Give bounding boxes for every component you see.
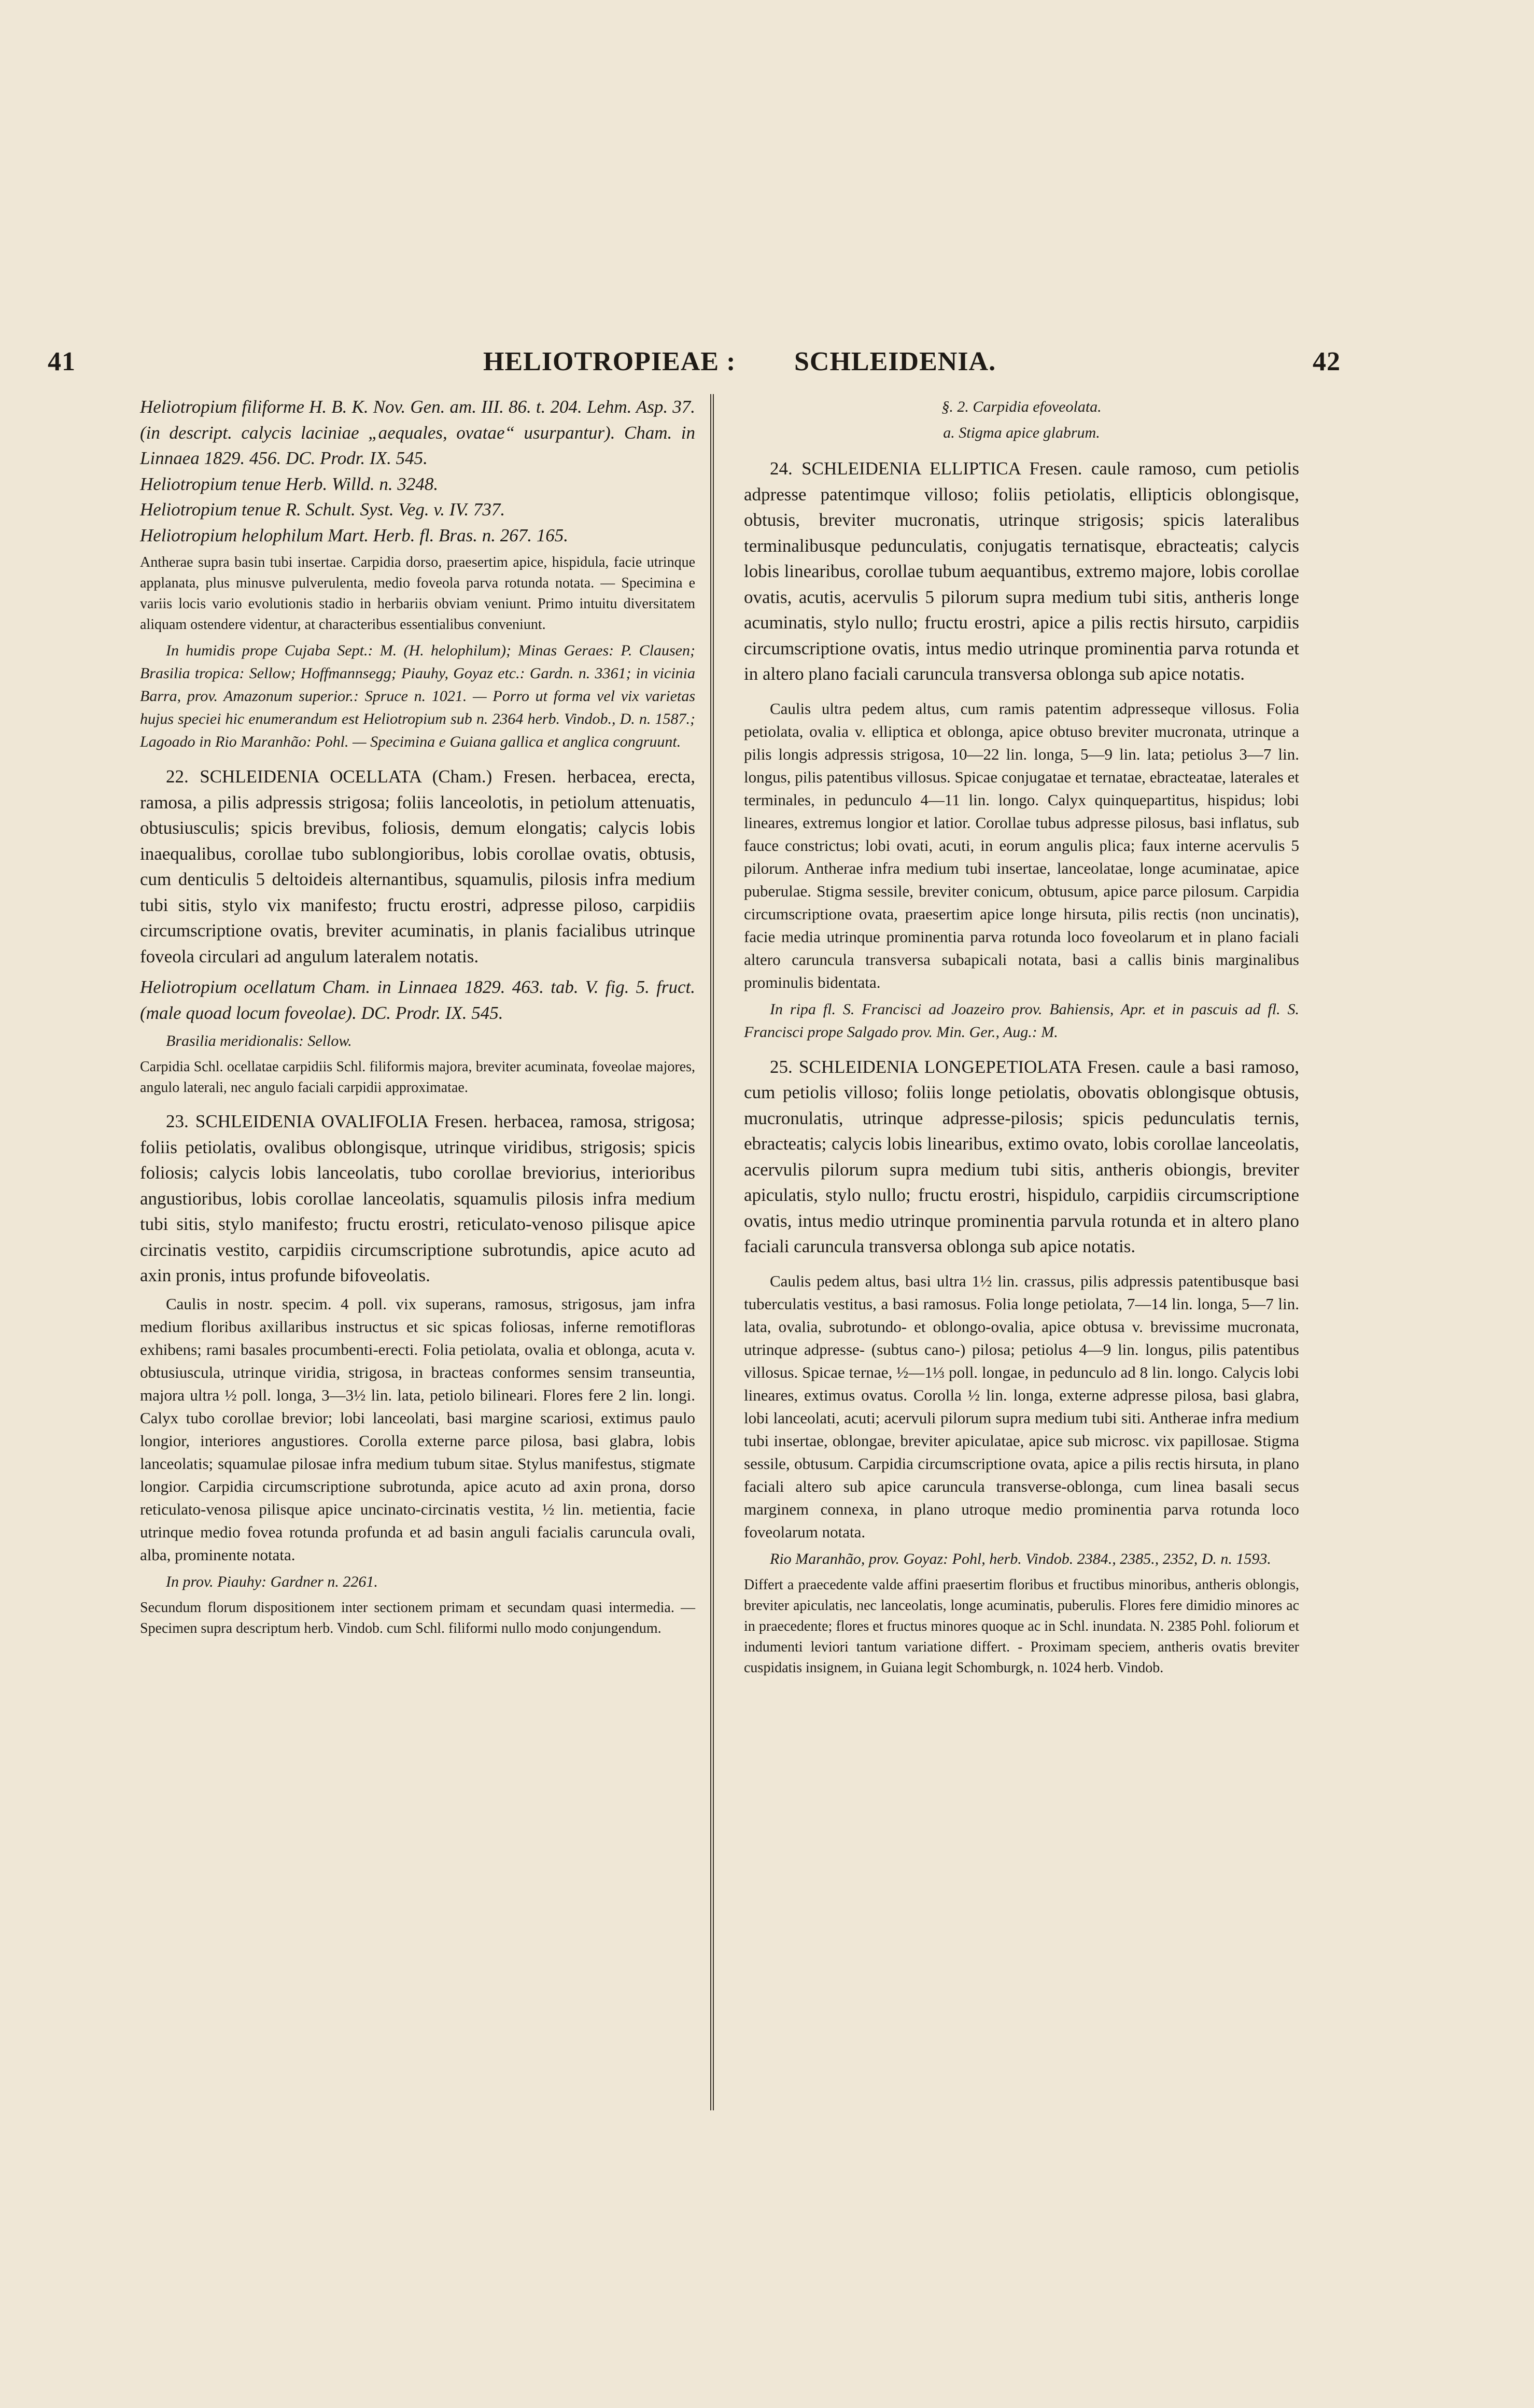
species-23 [140,1109,695,1289]
species-diagnosis: herbacea, erecta, ramosa, a pilis adpressis strigosa; foliis lanceolotis, in petiolum attenuatis, obtusiusculis; spicis brevibus, foliosis, demum elongatis; calycis lobis inaequalibus, corollae tubo sublongioribus, lobis corollae ovatis, obtusis, cum denticulis 5 deltoideis alternantibus, squamulis, pilosis infra medium tubi sitis, stylo vix manifesto; fructu erostri, adpresse piloso, carpidiis circumscriptione ovatis, breviter acuminatis, in planis facialibus utrinque foveola circulari ad angulum lateralem notatis. [140,766,696,967]
locality-paragraph: Rio Maranhão, prov. Goyaz: Pohl, herb. Vindob. 2384., 2385., 2352, D. n. 1593. [770,1550,1271,1567]
species-24 [744,456,1299,687]
species-diagnosis: caule a basi ramoso, cum petiolis villoso; foliis longe petiolatis, obovatis oblongisque obtusis, mucronulatis, utrinque adpresse-pilosis; spicis pedunculatis ternis, ebracteatis; calycis lobis linearibus, extimo ovato, lobis corollae lanceolatis, acervulis pilorum supra medium tubi sitis, antheris obiongis, breviter apiculatis, stylo nullo; fructu erostri, hispidulo, carpidiis circumscriptione ovatis, intus medio utrinque prominentia parvula rotunda et in altero plano faciali caruncula transversa oblonga sub apice notatis. [744,1056,1300,1256]
species-description: Caulis ultra pedem altus, cum ramis patentim adpresseque villosus. Folia petiolata, ovalia v. elliptica et oblonga, apice obtuso breviter mucronata, utrinque a pilis longis adpressis strigosa, 10—22 lin. longa, 5—9 lin. lata; petiolus 3—7 lin. longus, pilis patentibus villosus. Spicae conjugatae et ternatae, ebracteatae, laterales et terminales, in pedunculo 4—11 lin. longo. Calyx quinquepartitus, hispidus; lobi lineares, extremus longior et latior. Corollae tubus adpresse pilosus, basi inflatus, sub fauce constrictus; lobi ovati, acuti, in eorum angulis plica; faux interne acervulis 5 pilorum. Antherae infra medium tubi insertae, lanceolatae, longe acuminatae, apice puberulae. Stigma sessile, breviter conicum, obtusum, apice parce pilosum. Carpidia circumscriptione ovata, praesertim apice longe hirsuta, pilis rectis (non uncinatis), facie media utrinque prominentia parva rotunda loco foveolarum et in plano faciali altero caruncula transversa subapicali notata, basi a callis binis marginalibus prominulis bidentata. [744,699,1299,991]
species-description: Caulis in nostr. specim. 4 poll. vix superans, ramosus, strigosus, jam infra medium floribus axillaribus instructus et sic spicas foliosas, inferne remotifloras exhibens; rami basales procumbenti-erecti. Folia petiolata, ovalia et oblonga, acuta v. obtusiuscula, utrinque viridia, strigosa, in bracteas conformes sensim transeuntia, majora ultra ½ poll. longa, 3—3½ lin. lata, petiolo bilineari. Flores fere 2 lin. longi. Calyx tubo corollae brevior; lobi lanceolati, basi margine scariosi, extimus paulo longior, interiores angustiores. Corolla externe parce pilosa, basi glabra, lobis lanceolatis; squamulae pilosae infra medium tubum sitae. Stylus manifestus, stigmate longior. Carpidia circumscriptione subrotunda, apice acuto ad axin prona, dorso reticulato-venosa pilisque apice uncinato-circinatis vestita, ½ lin. metientia, facie utrinque medio fovea rotunda profunda et ad basin anguli facialis caruncula ovali, alba, prominente notata. [140,1294,695,1564]
synonym: Heliotropium ocellatum Cham. in Linnaea 1829. 463. tab. V. fig. 5. fruct. (male quoad locum foveolae). DC. Prodr. IX. 545. [140,977,695,1023]
note-paragraph: Carpidia Schl. ocellatae carpidiis Schl. filiformis majora, breviter acuminata, foveolae majores, angulo laterali, nec angulo faciali carpidii approximatae. [140,1059,695,1096]
note-paragraph: Differt a praecedente valde affini praesertim floribus et fructibus minoribus, antheris oblongis, breviter apiculatis, nec lanceolatis, longe acuminatis, puberulis. Flores fere dimidio minores ac in praecedente; flores et fructus minores quoque ac in Schl. inundata. N. 2385 Pohl. foliorum et indumenti leviori tantum variatione differt. - Proximam speciem, antheris ovatis breviter cuspidatis insignem, in Guiana legit Schomburgk, n. 1024 herb. Vindob. [744,1576,1299,1676]
column-divider [710,394,714,2110]
note-paragraph: Secundum florum dispositionem inter sectionem primam et secundam quasi intermedia. — Specimen supra descriptum herb. Vindob. cum Schl. filiformi nullo modo conjungendum. [140,1599,695,1636]
species-heading: 23. SCHLEIDENIA OVALIFOLIA Fresen. [166,1111,488,1131]
left-column [140,394,695,1639]
locality-paragraph: In humidis prope Cujaba Sept.: M. (H. helophilum); Minas Geraes: P. Clausen; Brasilia tropica: Sellow; Hoffmannsegg; Piauhy, Goyaz etc.: Gardn. n. 3361; in vicinia Barra, prov. Amazonum superior.: Spruce n. 1021. — Porro ut forma vel vix varietas hujus speciei hic enumerandum est Heliotropium sub n. 2364 herb. Vindob., D. n. 1587.; Lagoado in Rio Maranhão: Pohl. — Specimina e Guiana gallica et anglica congruunt. [140,642,695,750]
synonym: Heliotropium helophilum Mart. Herb. fl. Bras. n. 267. 165. [140,525,569,545]
locality-paragraph: In ripa fl. S. Francisci ad Joazeiro prov. Bahiensis, Apr. et in pascuis ad fl. S. Francisci prope Salgado prov. Min. Ger., Aug.: M. [744,1000,1299,1041]
species-description: Caulis pedem altus, basi ultra 1½ lin. crassus, pilis adpressis patentibusque basi tuberculatis vestitus, a basi ramosus. Folia longe petiolata, 7—14 lin. longa, 5—7 lin. lata, ovalia, subrotundo- et oblongo-ovalia, apice obtusa v. brevissime mucronata, utrinque adpresse- (subtus cano-) pilosa; petiolus 4—9 lin. longus, pilis patentibus villosus. Spicae ternae, ½—1⅓ poll. longae, in pedunculo ad 8 lin. longo. Calycis lobi lineares, extimus ovatus. Corolla ½ lin. longa, externe adpresse pilosa, basi glabra, lobi lanceolati, acuti; acervuli pilorum supra medium tubi siti. Antherae infra medium tubi insertae, oblongae, breviter apiculatae, apice sub microsc. vix papillosae. Stigma sessile, obtusum. Carpidia circumscriptione ovata, apice a pilis rectis hirsuta, in plano faciali altero sub apice caruncula transverse-oblonga, cum linea basali secus marginem connexa, in plano utroque medio prominentia parva rotunda loco foveolarum notata. [744,1271,1299,1541]
page-number-right: 42 [1313,347,1341,376]
locality-paragraph: Brasilia meridionalis: Sellow. [166,1032,352,1049]
section-heading: §. 2. Carpidia efoveolata. [941,398,1102,415]
species-heading: 22. SCHLEIDENIA OCELLATA (Cham.) Fresen. [166,766,556,787]
synonym: Heliotropium tenue Herb. Willd. n. 3248. [140,473,439,494]
species-25 [744,1054,1299,1259]
species-22 [140,764,695,969]
right-column [744,394,1299,1678]
page-header [48,346,1344,383]
running-head-left: HELIOTROPIEAE : [483,347,736,376]
synonym: Heliotropium tenue R. Schult. Syst. Veg. v. IV. 737. [140,499,505,520]
species-diagnosis: caule ramoso, cum petiolis adpresse patentimque villoso; foliis petiolatis, ellipticis oblongisque, obtusis, breviter mucronatis, utrinque strigosis; spicis lateralibus terminalibusque pedunculatis, conjugatis ternatisque, ebracteatis; calycis lobis linearibus, corollae tubum aequantibus, extremo majore, lobis corollae ovatis, acutis, acervulis 5 pilorum supra medium tubi sitis, antheris longe acuminatis, stylo nullo; fructu erostri, apice a pilis rectis hirsuto, carpidiis circumscriptione ovatis, intus medio utrinque prominentia parva rotunda et in altero plano faciali caruncula transversa oblonga sub apice notatis. [744,458,1299,684]
running-head-right: SCHLEIDENIA. [794,347,996,376]
species-heading: 25. SCHLEIDENIA LONGEPETIOLATA Fresen. [770,1056,1141,1077]
note-paragraph: Antherae supra basin tubi insertae. Carpidia dorso, praesertim apice, hispidula, facie utrinque applanata, plus minusve pulverulenta, medio foveola parva rotunda notata. — Specimina e variis locis vario evolutionis stadio in herbariis obviam veniunt. Primo intuitu diversitatem aliquam ostendere videntur, at characteribus essentialibus conveniunt. [140,554,695,633]
species-heading: 24. SCHLEIDENIA ELLIPTICA Fresen. [770,458,1082,479]
subsection-heading: a. Stigma apice glabrum. [943,424,1100,441]
locality-paragraph: In prov. Piauhy: Gardner n. 2261. [166,1573,378,1590]
species-diagnosis: herbacea, ramosa, strigosa; foliis petiolatis, ovalibus oblongisque, utrinque viridibus, strigosis; spicis foliosis; calycis lobis lanceolatis, tubo corollae breviorius, interioribus angustioribus, lobis corollae lanceolatis, squamulis pilosis infra medium tubi sitis, stylo manifesto; fructu erostri, reticulato-venoso pilisque apice circinatis vestito, carpidiis circumscriptione subrotundis, apice acuto ad axin pronis, intus profunde bifoveolatis. [140,1111,696,1285]
synonym: Heliotropium filiforme H. B. K. Nov. Gen. am. III. 86. t. 204. Lehm. Asp. 37. (in descript. calycis laciniae „aequales, ovatae“ usurpantur). Cham. in Linnaea 1829. 456. DC. Prodr. IX. 545. [140,397,695,468]
page-number-left: 41 [48,347,76,376]
